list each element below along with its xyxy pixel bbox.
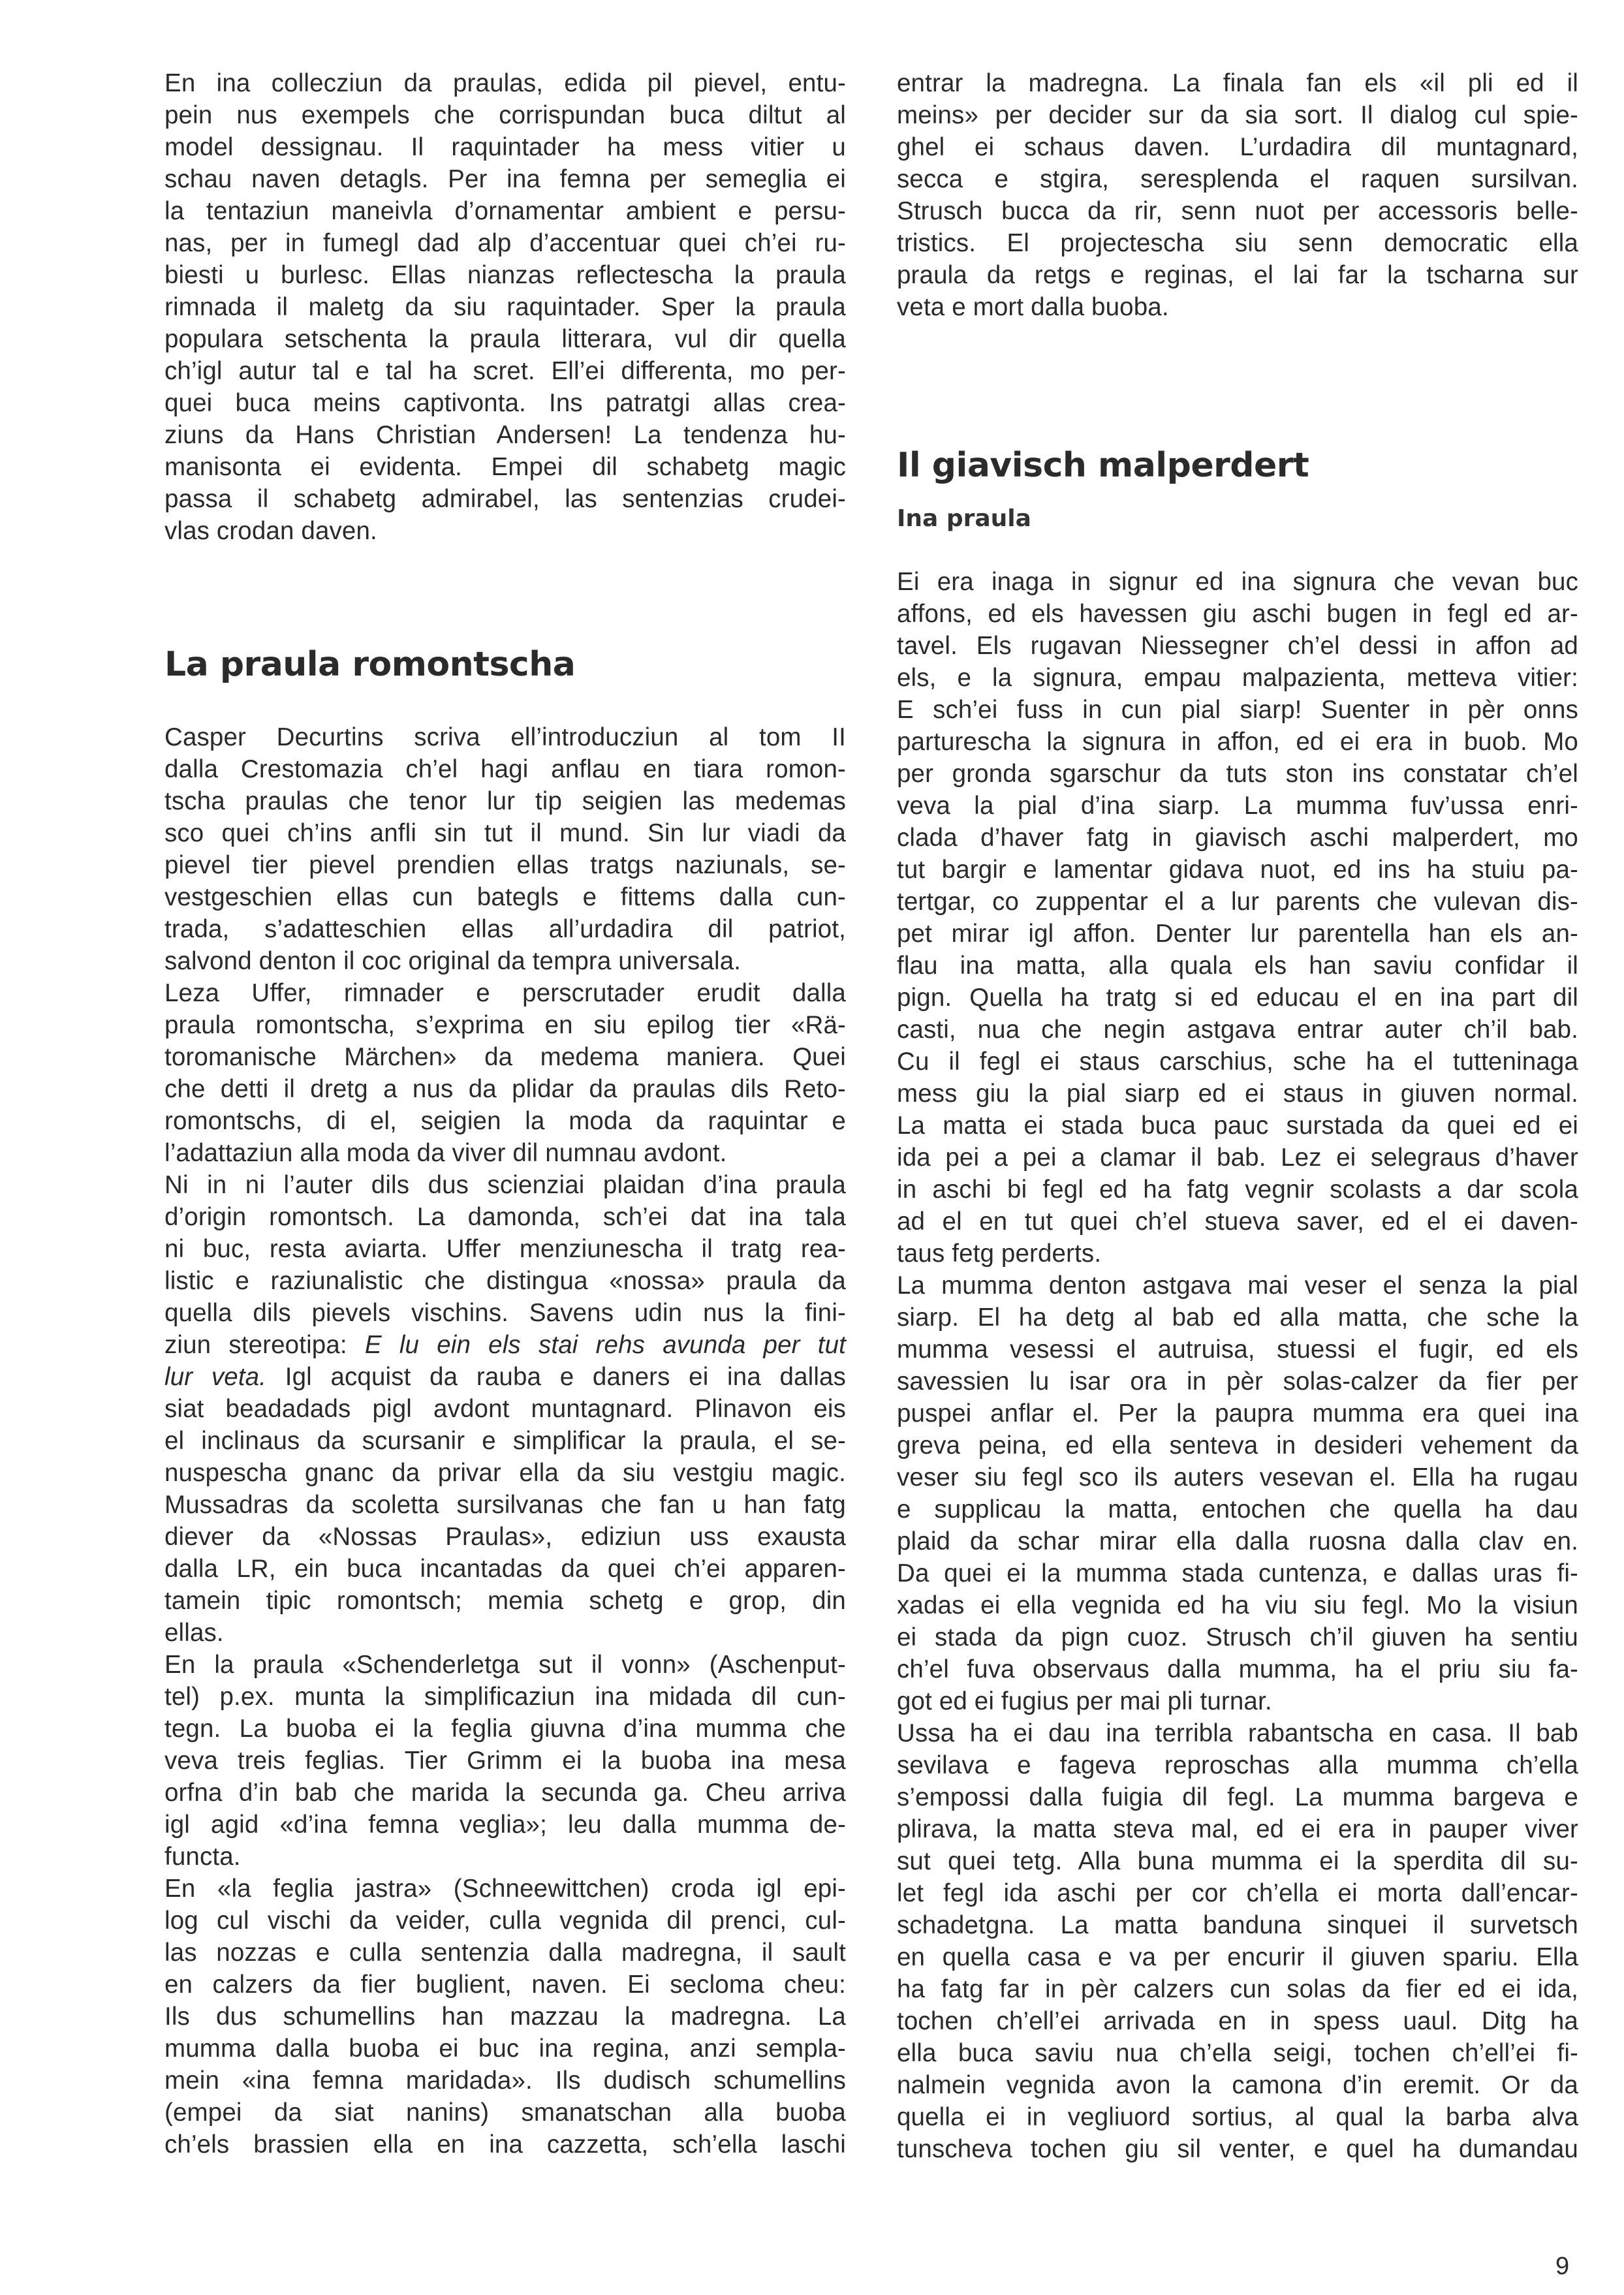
text-line: s’empossi dalla fuigia dil fegl. La mumma bargeva e: [897, 1783, 1578, 1811]
text-line: La mumma denton astgava mai veser el senza la pial: [897, 1272, 1578, 1300]
text-line: salvond denton il coc original da tempra universala.: [164, 947, 742, 975]
text-line: entrar la madregna. La finala fan els «il pli ed il: [897, 69, 1578, 97]
text-line: affons, ed els havessen giu aschi bugen in fegl ed ar-: [897, 600, 1578, 628]
text-line: en quella casa e va per encurir il giuven spariu. Ella: [897, 1943, 1578, 1971]
text-line: la tentaziun maneivla d’ornamentar ambient e persu-: [164, 197, 846, 225]
intro-paragraph: [897, 67, 1578, 323]
section-paragraphs: [164, 721, 846, 2161]
text-line: tscha praulas che tenor lur tip seigien las medemas: [164, 787, 846, 815]
text-line: nas, per in fumegl dad alp d’accentuar quei ch’ei ru-: [164, 229, 846, 257]
text-line: ha fatg far in pèr calzers cun solas da fier ed ei ida,: [897, 1975, 1578, 2003]
text-line-with-italic: [164, 1361, 846, 1393]
text-line: populara setschenta la praula litterara, vul dir quella: [164, 325, 846, 353]
intro-paragraph: [164, 67, 846, 547]
text-line: trada, s’adatteschien ellas all’urdadira dil patriot,: [164, 915, 846, 943]
text-line: dalla LR, ein buca incantadas da quei ch’ei apparen-: [164, 1555, 846, 1583]
text-line: las nozzas e culla sentenzia dalla madregna, il sault: [164, 1939, 846, 1967]
text-line: igl agid «d’ina femna veglia»; leu dalla mumma de-: [164, 1811, 846, 1839]
text-line: Da quei ei la mumma stada cuntenza, e dallas uras fi-: [897, 1559, 1578, 1587]
text-line: tunscheva tochen giu sil venter, e quel ha dumandau: [897, 2135, 1578, 2163]
text-line: En «la feglia jastra» (Schneewittchen) croda igl epi-: [164, 1875, 846, 1903]
text-line: Ni in ni l’auter dils dus scienziai plaidan d’ina praula: [164, 1171, 846, 1199]
text-line: per gronda sgarschur da tuts ston ins constatar ch’el: [897, 760, 1578, 788]
text-line: el inclinaus da scursanir e simplificar la praula, el se-: [164, 1427, 846, 1455]
text-line: siat beadadads pigl avdont muntagnard. Plinavon eis: [164, 1395, 846, 1423]
text-line: model dessignau. Il raquintader ha mess vitier u: [164, 133, 846, 161]
text-line: biesti u burlesc. Ellas nianzas reflectescha la praula: [164, 261, 846, 289]
text-line: quei buca meins captivonta. Ins patratgi allas crea-: [164, 389, 846, 417]
text-line: Cu il fegl ei staus carschius, sche ha el tutteninaga: [897, 1048, 1578, 1076]
text-line: romontschs, di el, seigien la moda da raquintar e: [164, 1107, 846, 1135]
text-line: Ils dus schumellins han mazzau la madregna. La: [164, 2003, 846, 2031]
text-line: got ed ei fugius per mai pli turnar.: [897, 1687, 1272, 1715]
text-line: En ina collecziun da praulas, edida pil pievel, entu-: [164, 69, 846, 97]
text-line: Ussa ha ei dau ina terribla rabantscha en casa. Il bab: [897, 1719, 1578, 1747]
text-line: mumma vesessi el autruisa, stuessi el fugir, ed els: [897, 1335, 1578, 1364]
text-line: tel) p.ex. munta la simplificaziun ina midada dil cun-: [164, 1683, 846, 1711]
text-line: ad el en tut quei ch’el stueva saver, ed el ei daven-: [897, 1208, 1578, 1236]
text-line: quella ei in vegliuord sortius, al qual la barba alva: [897, 2103, 1578, 2131]
text-line: meins» per decider sur da sia sort. Il dialog cul spie-: [897, 101, 1578, 129]
text-line: l’adattaziun alla moda da viver dil numnau avdont.: [164, 1139, 727, 1167]
text-line: praula romontscha, s’exprima en siu epilog tier «Rä-: [164, 1011, 846, 1039]
text-line: Casper Decurtins scriva ell’introducziun al tom II: [164, 723, 846, 751]
text-line: tut bargir e lamentar gidava nuot, ed ins ha stuiu pa-: [897, 856, 1578, 884]
text-line: dalla Crestomazia ch’el hagi anflau en tiara romon-: [164, 755, 846, 783]
text-line: praula da retgs e reginas, el lai far la tscharna sur: [897, 261, 1578, 289]
text-line: (empei da siat nanins) smanatschan alla buoba: [164, 2099, 846, 2127]
text-line: vlas crodan daven.: [164, 517, 377, 545]
text-line: toromanische Märchen» da medema maniera. Quei: [164, 1043, 846, 1071]
text-line: e supplicau la matta, entochen che quella ha dau: [897, 1495, 1578, 1523]
italic-quote: lur veta.: [164, 1363, 267, 1391]
text-line: rimnada il maletg da siu raquintader. Sper la praula: [164, 293, 846, 321]
text-line: sevilava e fageva reproschas alla mumma ch’ella: [897, 1751, 1578, 1779]
text-line: flau ina matta, alla quala els han saviu confidar il: [897, 952, 1578, 980]
text-run: Igl acquist da rauba e daners ei ina dallas: [266, 1363, 846, 1391]
text-line: plirava, la matta steva mal, ed ei era in pauper viver: [897, 1815, 1578, 1843]
text-line: casti, nua che negin astgava entrar auter ch’il bab.: [897, 1016, 1578, 1044]
text-line: greva peina, ed ella senteva in desideri vehement da: [897, 1431, 1578, 1460]
text-line: En la praula «Schenderletga sut il vonn» (Aschenput-: [164, 1651, 846, 1679]
text-line: pign. Quella ha tratg si ed educau el en ina part dil: [897, 984, 1578, 1012]
right-column: [897, 67, 1578, 2165]
text-line: en calzers da fier buglient, naven. Ei secloma cheu:: [164, 1971, 846, 1999]
text-line: ch’el fuva observaus dalla mumma, ha el priu siu fa-: [897, 1655, 1578, 1683]
italic-quote: E lu ein els stai rehs avunda per tut: [364, 1331, 846, 1359]
text-line: tavel. Els rugavan Niessegner ch’el dessi in affon ad: [897, 632, 1578, 660]
page-number: 9: [1555, 2253, 1570, 2280]
text-line: orfna d’in bab che marida la secunda ga. Cheu arriva: [164, 1779, 846, 1807]
text-line: Leza Uffer, rimnader e perscrutader erudit dalla: [164, 979, 846, 1007]
text-line: siarp. El ha detg al bab ed alla matta, che sche la: [897, 1304, 1578, 1332]
text-line: schadetgna. La matta banduna sinquei il survetsch: [897, 1911, 1578, 1939]
text-line: sut quei tetg. Alla buna mumma ei la sperdita dil su-: [897, 1847, 1578, 1875]
text-run: ziun stereotipa:: [164, 1331, 365, 1359]
section-title-la-praula-romontscha: La praula romontscha: [164, 645, 576, 684]
text-line: ida pei a pei a clamar il bab. Lez ei selegraus d’haver: [897, 1144, 1578, 1172]
text-line: secca e stgira, seresplenda el raquen sursilvan.: [897, 165, 1578, 193]
text-line: E sch’ei fuss in cun pial siarp! Suenter in pèr onns: [897, 696, 1578, 724]
text-line: vestgeschien ellas cun bategls e fittems dalla cun-: [164, 883, 846, 911]
text-line: mumma dalla buoba ei buc ina regina, anzi sempla-: [164, 2035, 846, 2063]
text-line: Ei era inaga in signur ed ina signura che vevan buc: [897, 568, 1578, 596]
text-line: log cul vischi da veider, culla vegnida dil prenci, cul-: [164, 1907, 846, 1935]
text-line: veser siu fegl sco ils auters vesevan el. Ella ha rugau: [897, 1463, 1578, 1491]
text-line: tristics. El projectescha siu senn democratic ella: [897, 229, 1578, 257]
text-line: Mussadras da scoletta sursilvanas che fan u han fatg: [164, 1491, 846, 1519]
text-line: quella dils pievels vischins. Savens udin nus la fini-: [164, 1299, 846, 1327]
text-line: ch’els brassien ella en ina cazzetta, sch’ella laschi: [164, 2131, 846, 2159]
text-line: taus fetg perderts.: [897, 1240, 1102, 1268]
text-line: che detti il dretg a nus da plidar da praulas dils Reto-: [164, 1075, 846, 1103]
text-line: ghel ei schaus daven. L’urdadira dil muntagnard,: [897, 133, 1578, 161]
text-line: ellas.: [164, 1619, 224, 1647]
text-line: savessien lu isar ora in pèr solas-calzer da fier per: [897, 1367, 1578, 1396]
text-line: Strusch bucca da rir, senn nuot per accessoris belle-: [897, 197, 1578, 225]
text-line: pein nus exempels che corrispundan buca diltut al: [164, 101, 846, 129]
text-line: diever da «Nossas Praulas», ediziun uss exausta: [164, 1523, 846, 1551]
text-line: tamein tipic romontsch; memia schetg e grop, din: [164, 1587, 846, 1615]
text-line: nalmein vegnida avon la camona d’in eremit. Or da: [897, 2071, 1578, 2099]
left-column: [164, 67, 846, 2161]
text-line: ella buca saviu nua ch’ella seigi, tochen ch’ell’ei fi-: [897, 2039, 1578, 2067]
text-line: clada d’haver fatg in giavisch aschi malperdert, mo: [897, 824, 1578, 852]
text-line: veva treis feglias. Tier Grimm ei la buoba ina mesa: [164, 1747, 846, 1775]
text-line: ei stada da pign cuoz. Strusch ch’il giuven ha sentiu: [897, 1623, 1578, 1651]
text-line: xadas ei ella vegnida ed ha viu siu fegl. Mo la visiun: [897, 1591, 1578, 1619]
text-line: tochen ch’ell’ei arrivada en in spess uaul. Ditg ha: [897, 2007, 1578, 2035]
text-line: sco quei ch’ins anfli sin tut il mund. Sin lur viadi da: [164, 819, 846, 847]
text-line: tegn. La buoba ei la feglia giuvna d’ina mumma che: [164, 1715, 846, 1743]
text-line: ziuns da Hans Christian Andersen! La tendenza hu-: [164, 421, 846, 449]
text-line: ni buc, resta aviarta. Uffer menziunescha il tratg rea-: [164, 1235, 846, 1263]
text-line: parturescha la signura in affon, ed ei era in buob. Mo: [897, 728, 1578, 756]
text-line: passa il schabetg admirabel, las sentenzias crudei-: [164, 485, 846, 513]
text-line: schau naven detagls. Per ina femna per semeglia ei: [164, 165, 846, 193]
text-line: d’origin romontsch. La damonda, sch’ei dat ina tala: [164, 1203, 846, 1231]
text-line: ch’igl autur tal e tal ha scret. Ell’ei differenta, mo per-: [164, 357, 846, 385]
text-line-with-italic: [164, 1329, 846, 1361]
text-line: mein «ina femna maridada». Ils dudisch schumellins: [164, 2067, 846, 2095]
text-line: tertgar, co zuppentar el a lur parents che vulevan dis-: [897, 888, 1578, 916]
text-line: nuspescha gnanc da privar ella da siu vestgiu magic.: [164, 1459, 846, 1487]
text-line: functa.: [164, 1843, 241, 1871]
text-line: puspei anflar el. Per la paupra mumma era quei ina: [897, 1399, 1578, 1428]
text-line: veta e mort dalla buoba.: [897, 293, 1169, 321]
text-line: La matta ei stada buca pauc surstada da quei ed ei: [897, 1112, 1578, 1140]
text-line: pet mirar igl affon. Denter lur parentella han els an-: [897, 920, 1578, 948]
text-line: let fegl ida aschi per cor ch’ella ei morta dall’encar-: [897, 1879, 1578, 1907]
text-line: plaid da schar mirar ella dalla ruosna dalla clav en.: [897, 1527, 1578, 1555]
text-line: manisonta ei evidenta. Empei dil schabetg magic: [164, 453, 846, 481]
text-line: veva la pial d’ina siarp. La mumma fuv’ussa enri-: [897, 792, 1578, 820]
text-line: in aschi bi fegl ed ha fatg vegnir scolasts a dar scola: [897, 1176, 1578, 1204]
text-line: els, e la signura, empau malpazienta, metteva vitier:: [897, 664, 1578, 692]
text-line: pievel tier pievel prendien ellas tratgs naziunals, se-: [164, 851, 846, 879]
section-title-il-giavisch-malperdert: Il giavisch malperdert: [897, 446, 1309, 485]
text-line: listic e raziunalistic che distingua «nossa» praula da: [164, 1267, 846, 1295]
text-line: mess giu la pial siarp ed ei staus in giuven normal.: [897, 1080, 1578, 1108]
section-subtitle: Ina praula: [897, 505, 1031, 532]
story-paragraphs: [897, 566, 1578, 2165]
